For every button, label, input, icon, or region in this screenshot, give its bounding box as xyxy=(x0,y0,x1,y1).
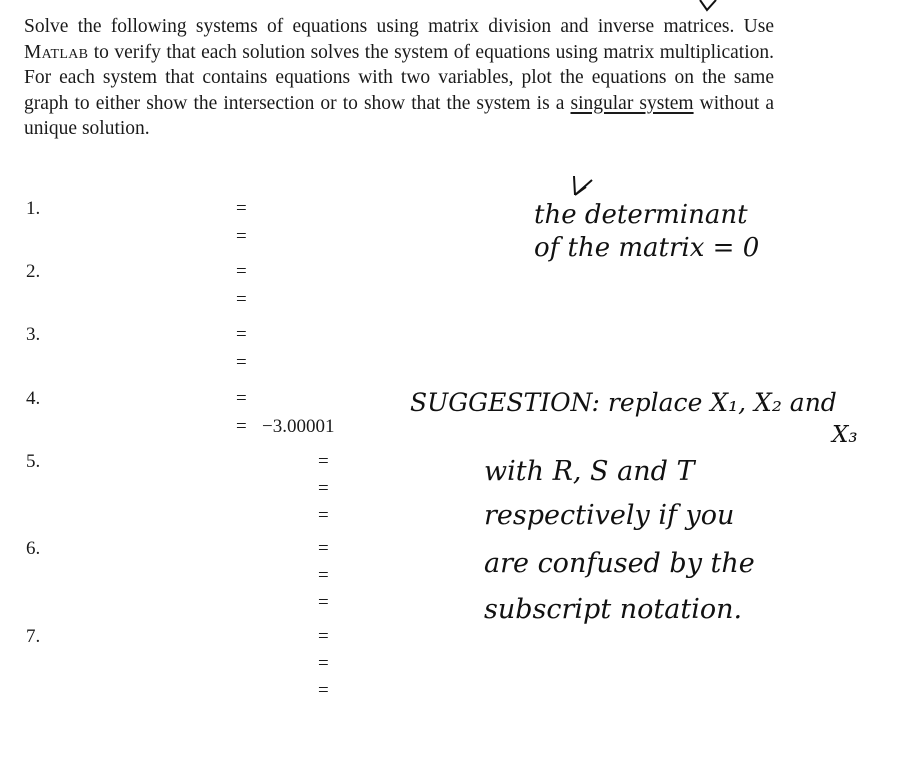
instructions-text-2: to verify that each solution solves the system of equations using matrix multiplication. For each system that contains equations with two variables, plot the equations on the same graph to either show the intersection or to show that the system is a xyxy=(24,41,774,114)
problem-number: 2. xyxy=(26,261,41,282)
equals-sign: = xyxy=(318,592,329,613)
problem-number: 7. xyxy=(26,626,41,647)
equals-sign: = xyxy=(318,505,329,526)
equals-sign: = xyxy=(236,289,247,310)
equals-sign: = xyxy=(318,680,329,701)
equals-sign: = xyxy=(318,653,329,674)
singular-system-phrase: singular system xyxy=(570,92,694,114)
suggestion-line3: respectively if you xyxy=(484,500,735,531)
problem-number: 5. xyxy=(26,451,41,472)
arrow-icon xyxy=(574,176,592,195)
equals-sign: = xyxy=(236,416,247,437)
equals-sign: = xyxy=(236,261,247,282)
equals-sign: = xyxy=(318,626,329,647)
problem-number: 1. xyxy=(26,198,41,219)
problem-number: 6. xyxy=(26,538,41,559)
problem-number: 4. xyxy=(26,388,41,409)
determinant-note-line1: the determinant xyxy=(534,200,748,230)
suggestion-line1: SUGGESTION: replace X₁, X₂ and xyxy=(410,388,837,417)
right-hand-side: −3.00001 xyxy=(262,416,335,437)
equals-sign: = xyxy=(318,478,329,499)
equals-sign: = xyxy=(236,198,247,219)
suggestion-line5: subscript notation. xyxy=(484,594,743,625)
determinant-note-line2: of the matrix = 0 xyxy=(534,233,760,263)
equals-sign: = xyxy=(236,324,247,345)
suggestion-line4: are confused by the xyxy=(484,548,755,579)
suggestion-line2: with R, S and T xyxy=(484,456,695,487)
equals-sign: = xyxy=(236,352,247,373)
equals-sign: = xyxy=(236,388,247,409)
matlab-name: Matlab xyxy=(24,41,89,63)
equals-sign: = xyxy=(318,538,329,559)
instructions-text-3: without a unique solution. xyxy=(24,92,774,139)
equals-sign: = xyxy=(236,226,247,247)
equals-sign: = xyxy=(318,565,329,586)
suggestion-line1b: X₃ xyxy=(832,422,858,448)
check-mark-icon xyxy=(700,0,716,10)
problem-number: 3. xyxy=(26,324,41,345)
equals-sign: = xyxy=(318,451,329,472)
instructions-text-1: Solve the following systems of equations using matrix division and inverse matrices. Use xyxy=(24,16,774,37)
